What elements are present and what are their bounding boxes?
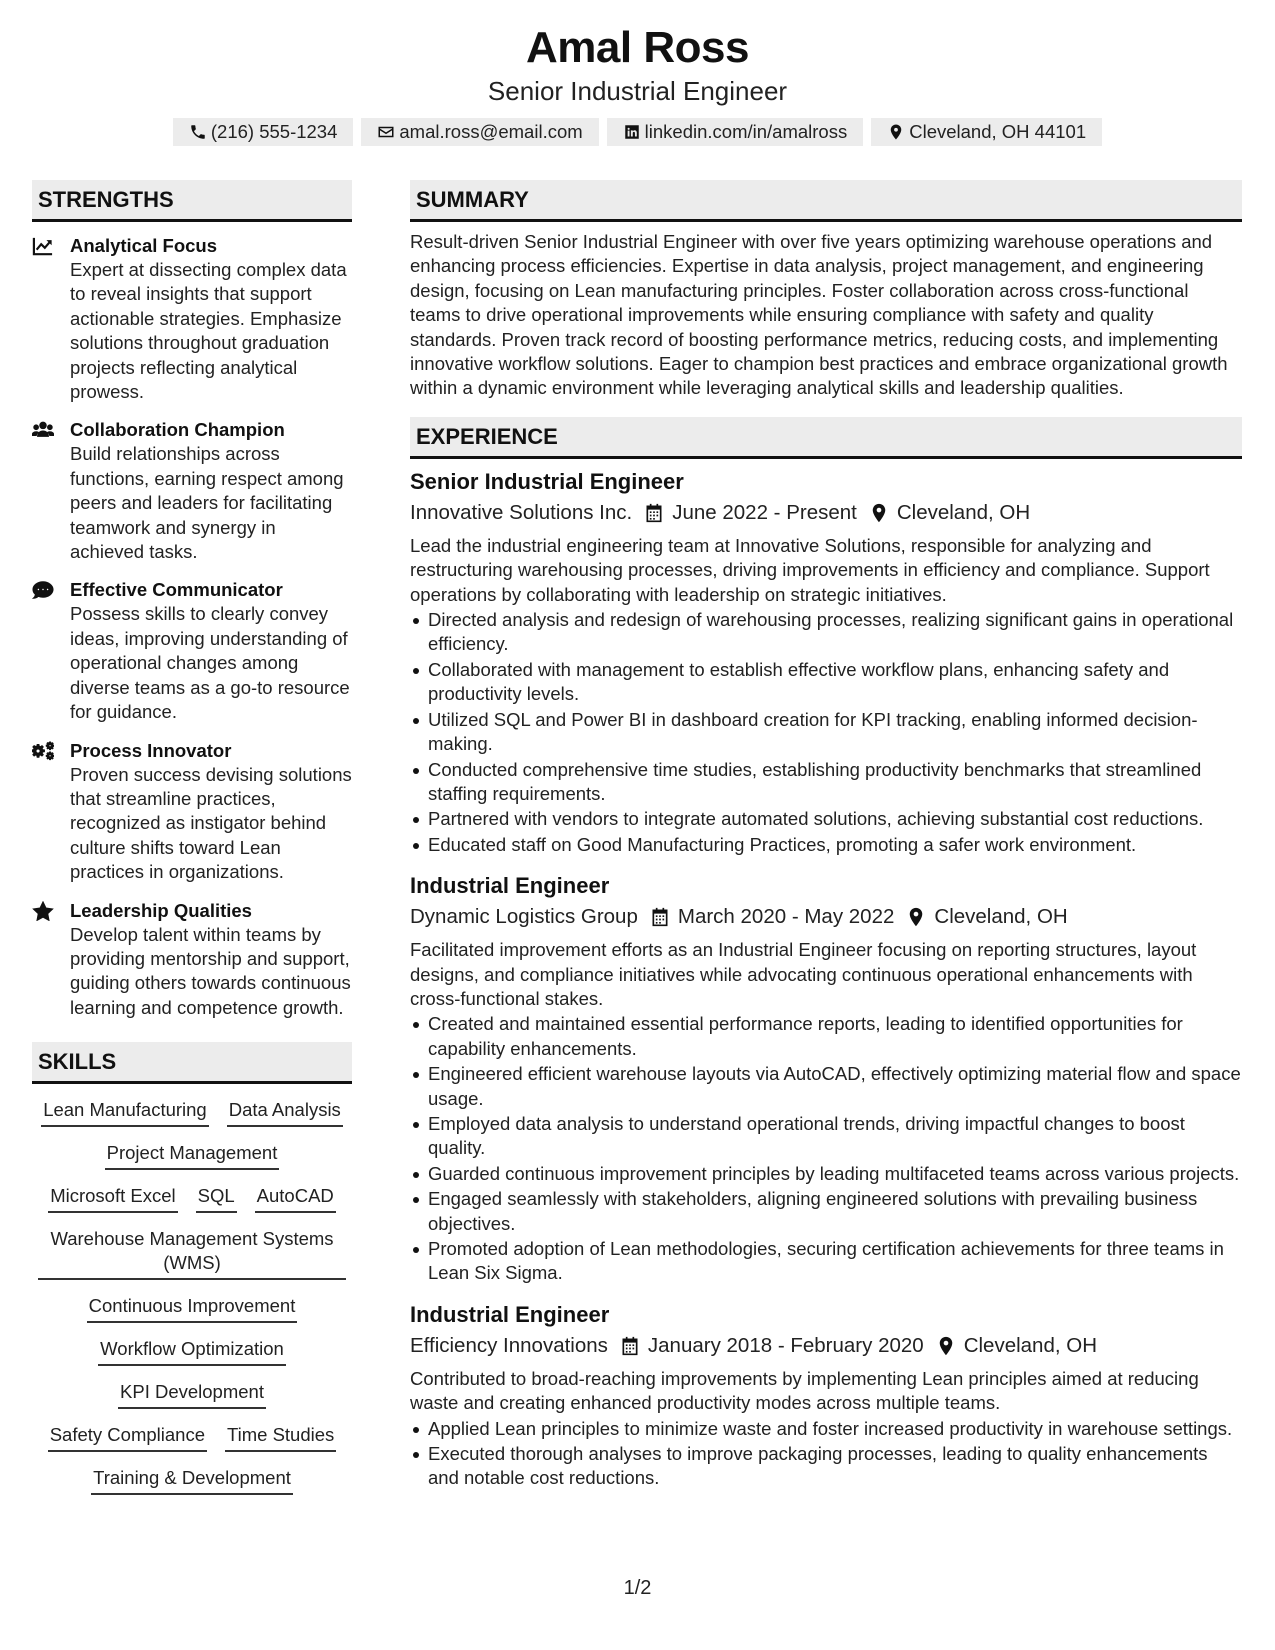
job-bullet: Executed thorough analyses to improve packaging processes, leading to quality enhancements and notable cost reductions. [410,1442,1242,1491]
skill-tag: KPI Development [118,1380,266,1409]
map-marker-icon [869,503,889,523]
contact-phone[interactable] [173,118,354,146]
phone-icon [189,123,207,141]
job-meta [410,498,1242,528]
job-bullet: Utilized SQL and Power BI in dashboard creation for KPI tracking, enabling informed decision-making. [410,708,1242,757]
contact-location-text: Cleveland, OH 44101 [909,121,1087,142]
job-meta [410,902,1242,932]
comment-icon [32,578,70,724]
strength-title: Process Innovator [70,739,232,761]
job-role: Industrial Engineer [410,873,610,899]
candidate-title: Senior Industrial Engineer [487,76,788,106]
strength-description: Build relationships across functions, earning respect among peers and leaders for facilitating teamwork and synergy in achieved tasks. [70,443,344,563]
skill-tag: Safety Compliance [48,1423,207,1452]
calendar-icon [620,1336,640,1356]
strengths-list [32,234,352,1020]
calendar-icon [650,907,670,927]
job-company: Innovative Solutions Inc. [410,500,633,524]
job-bullet: Collaborated with management to establish effective workflow plans, enhancing safety and productivity levels. [410,658,1242,707]
strengths-heading: STRENGTHS [32,180,352,222]
strength-description: Proven success devising solutions that streamline practices, recognized as instigator behind culture shifts toward Lean practices in organizations. [70,763,352,883]
map-marker-icon [906,907,926,927]
job-bullet: Directed analysis and redesign of warehousing processes, realizing significant gains in operational efficiency. [410,608,1242,657]
contact-linkedin[interactable] [607,118,864,146]
strength-item [32,739,352,885]
cogs-icon [32,739,70,885]
experience-heading: EXPERIENCE [410,417,1242,459]
skill-tag: Microsoft Excel [48,1184,177,1213]
job-location: Cleveland, OH [963,1333,1097,1357]
right-column [410,180,1242,1492]
job-bullet: Engineered efficient warehouse layouts via AutoCAD, effectively optimizing material flow and space usage. [410,1062,1242,1111]
left-column [32,180,352,1495]
skill-tag: Project Management [105,1141,280,1170]
skill-tag: Continuous Improvement [87,1294,298,1323]
contact-email-text: amal.ross@email.com [399,121,583,142]
job-role: Senior Industrial Engineer [410,468,684,494]
job-dates: January 2018 - February 2020 [647,1333,924,1357]
candidate-name: Amal Ross [526,23,749,72]
job-bullet: Educated staff on Good Manufacturing Practices, promoting a safer work environment. [410,833,1242,857]
skill-tag: SQL [196,1184,237,1213]
skills-heading: SKILLS [32,1042,352,1084]
strength-title: Collaboration Champion [70,419,285,441]
job-bullets [410,608,1242,857]
strength-title: Leadership Qualities [70,899,252,921]
contact-bar [0,118,1275,146]
skill-tag: Training & Development [91,1466,293,1495]
job-role: Industrial Engineer [410,1301,610,1327]
skill-tag: Warehouse Management Systems (WMS) [38,1227,346,1280]
skills-list [32,1098,352,1495]
strength-description: Develop talent within teams by providing mentorship and support, guiding others towards continuous learning and competence growth. [70,923,351,1018]
job-bullets [410,1417,1242,1491]
job-entry [410,1300,1242,1491]
job-description: Contributed to broad-reaching improvements by implementing Lean principles aimed at reducing waste and creating enhanced productivity modes across multiple teams. [410,1367,1199,1414]
job-bullets [410,1012,1242,1285]
job-company: Dynamic Logistics Group [410,905,638,929]
skill-tag: AutoCAD [255,1184,336,1213]
skill-tag: Time Studies [225,1423,336,1452]
strength-title: Effective Communicator [70,579,283,601]
job-bullet: Employed data analysis to understand operational trends, driving impactful changes to boost quality. [410,1112,1242,1161]
summary-text: Result-driven Senior Industrial Engineer with over five years optimizing warehouse operations and enhancing process efficiencies. Expertise in data analysis, project management, and engineering design, focusing on Lean manufacturing principles. Foster collaboration across cross-functional teams to drive operational improvements while ensuring compliance with safety and quality standards. Proven track record of boosting performance metrics, reducing costs, and implementing innovative workflow solutions. Eager to champion best practices and embrace organizational growth within a dynamic environment while leveraging analytical skills and leadership qualities. [410,231,1228,399]
strength-title: Analytical Focus [70,235,218,256]
job-bullet: Created and maintained essential performance reports, leading to identified opportunities for capability enhancements. [410,1012,1242,1061]
summary-heading: SUMMARY [410,180,1242,222]
strength-item [32,578,352,724]
job-bullet: Engaged seamlessly with stakeholders, aligning engineered solutions with prevailing business objectives. [410,1187,1242,1236]
job-location: Cleveland, OH [896,500,1031,524]
envelope-icon [377,123,395,141]
strength-description: Possess skills to clearly convey ideas, improving understanding of operational changes among diverse teams as a go-to resource for guidance. [70,603,350,723]
job-bullet: Partnered with vendors to integrate automated solutions, achieving substantial cost reductions. [410,807,1242,831]
skill-tag: Workflow Optimization [98,1337,286,1366]
map-marker-icon [936,1336,956,1356]
job-bullet: Conducted comprehensive time studies, establishing productivity benchmarks that streamlined staffing requirements. [410,758,1242,807]
contact-phone-text: (216) 555-1234 [210,121,338,142]
linkedin-icon [623,123,641,141]
job-dates: March 2020 - May 2022 [677,905,895,929]
star-icon [32,899,70,1021]
strength-description: Expert at dissecting complex data to reveal insights that support actionable strategies. Emphasize solutions throughout graduation projects reflecting analytical prowess. [70,259,347,403]
job-description: Lead the industrial engineering team at Innovative Solutions, responsible for analyzing and restructuring warehousing processes, driving improvements in efficiency and compliance. Support operations by collaborating with leadership on strategic initiatives. [410,534,1210,605]
job-company: Efficiency Innovations [410,1333,608,1357]
job-entry [410,467,1242,857]
users-icon [32,418,70,564]
contact-location [871,118,1102,146]
job-bullet: Guarded continuous improvement principles by leading multifaceted teams across various projects. [410,1162,1242,1186]
skill-tag: Lean Manufacturing [41,1098,209,1127]
job-description: Facilitated improvement efforts as an Industrial Engineer focusing on reporting structures, layout designs, and compliance initiatives while advocating continuous operational enhancements with cross-functional stakes. [410,939,1197,1009]
job-dates: June 2022 - Present [672,500,857,524]
page-number: 1/2 [623,1577,652,1599]
chart-line-icon [32,234,70,404]
resume-header [0,22,1275,146]
contact-linkedin-text: linkedin.com/in/amalross [644,121,848,142]
job-location: Cleveland, OH [934,905,1068,929]
skill-tag: Data Analysis [227,1098,343,1127]
calendar-icon [644,503,664,523]
job-meta [410,1331,1242,1361]
map-marker-icon [887,123,905,141]
strength-item [32,418,352,564]
job-bullet: Applied Lean principles to minimize waste and foster increased productivity in warehouse settings. [410,1417,1242,1441]
strength-item [32,899,352,1021]
job-bullet: Promoted adoption of Lean methodologies, securing certification achievements for three teams in Lean Six Sigma. [410,1237,1242,1286]
job-entry [410,871,1242,1286]
contact-email[interactable] [361,118,598,146]
strength-item [32,234,352,404]
